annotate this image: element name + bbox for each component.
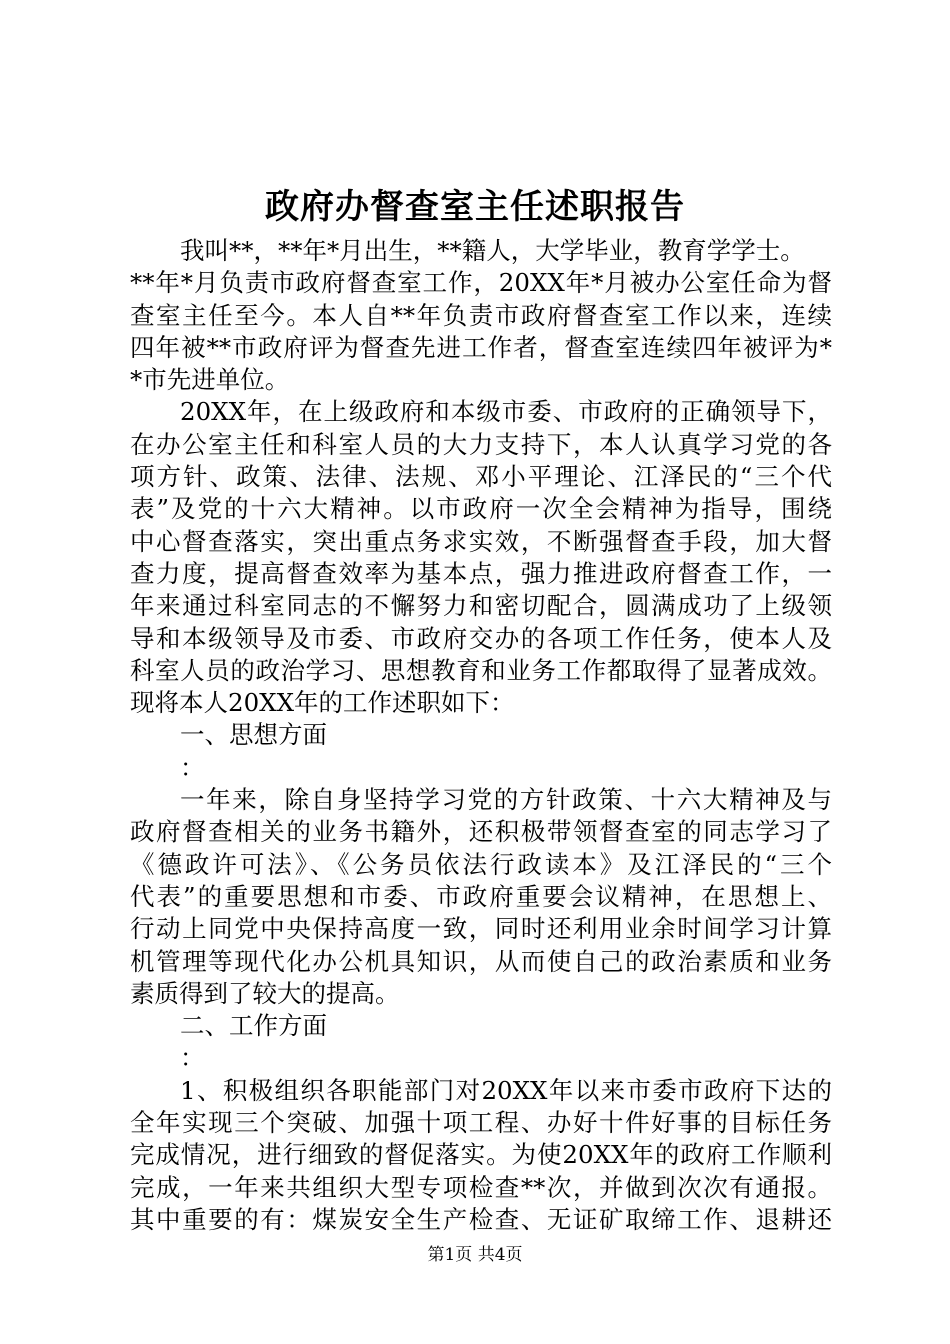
text-line: ： [180, 1043, 205, 1073]
text-line: 项方针、政策、法律、法规、邓小平理论、江泽民的“三个代 [130, 462, 832, 492]
text-line: 完成，一年来共组织大型专项检查**次，并做到次次有通报。 [130, 1172, 832, 1202]
text-line: 政府督查相关的业务书籍外，还积极带领督查室的同志学习了 [130, 817, 832, 847]
text-line: 1、积极组织各职能部门对20XX年以来市委市政府下达的 [180, 1075, 832, 1105]
text-line: 查室主任至今。本人自**年负责市政府督查室工作以来，连续 [130, 300, 832, 330]
text-line: 完成情况，进行细致的督促落实。为使20XX年的政府工作顺利 [130, 1140, 832, 1170]
text-line: 科室人员的政治学习、思想教育和业务工作都取得了显著成效。 [130, 655, 832, 685]
text-line: 中心督查落实，突出重点务求实效，不断强督查手段，加大督 [130, 526, 832, 556]
document-title: 政府办督查室主任述职报告 [265, 187, 685, 227]
text-line: 导和本级领导及市委、市政府交办的各项工作任务，使本人及 [130, 623, 832, 653]
text-line: 在办公室主任和科室人员的大力支持下，本人认真学习党的各 [130, 429, 832, 459]
section-heading: 二、工作方面 [180, 1011, 327, 1041]
text-line: 行动上同党中央保持高度一致，同时还利用业余时间学习计算 [130, 914, 832, 944]
text-line: 表”及党的十六大精神。以市政府一次全会精神为指导，围绕 [130, 494, 832, 524]
text-line: 四年被**市政府评为督查先进工作者，督查室连续四年被评为* [130, 332, 832, 362]
text-line: 20XX年，在上级政府和本级市委、市政府的正确领导下， [180, 397, 832, 427]
text-line: 其中重要的有：煤炭安全生产检查、无证矿取缔工作、退耕还 [130, 1204, 832, 1234]
text-line: 全年实现三个突破、加强十项工程、办好十件好事的目标任务 [130, 1108, 832, 1138]
text-line: 《德政许可法》、《公务员依法行政读本》及江泽民的“三个 [130, 849, 832, 879]
text-line: 素质得到了较大的提高。 [130, 978, 400, 1008]
text-line: ： [180, 752, 205, 782]
text-line: 年来通过科室同志的不懈努力和密切配合，圆满成功了上级领 [130, 591, 832, 621]
text-line: *市先进单位。 [130, 365, 290, 395]
text-line: **年*月负责市政府督查室工作，20XX年*月被办公室任命为督 [130, 268, 832, 298]
page-number: 第1页 共4页 [427, 1245, 523, 1265]
text-line: 我叫**，**年*月出生，**籍人，大学毕业，教育学学士。 [180, 236, 805, 265]
text-line: 代表”的重要思想和市委、市政府重要会议精神，在思想上、 [130, 881, 832, 911]
text-line: 一年来，除自身坚持学习党的方针政策、十六大精神及与 [180, 785, 832, 815]
document-body [130, 235, 832, 1236]
text-line: 现将本人20XX年的工作述职如下： [130, 688, 515, 718]
section-heading: 一、思想方面 [180, 720, 327, 750]
text-line: 机管理等现代化办公机具知识，从而使自己的政治素质和业务 [130, 946, 832, 976]
text-line: 查力度，提高督查效率为基本点，强力推进政府督查工作，一 [130, 558, 832, 588]
